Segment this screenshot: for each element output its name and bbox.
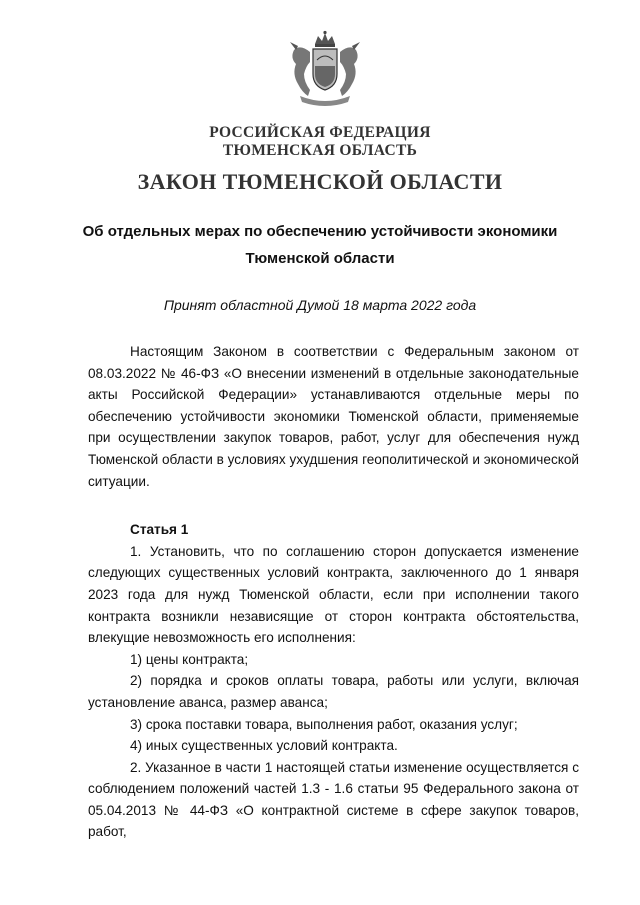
list-item: 2) порядка и сроков оплаты товара, работы или услуги, включая установление аванса, размер аванса;	[88, 673, 579, 710]
list-item: 1) цены контракта;	[130, 651, 249, 667]
preamble-paragraph: Настоящим Законом в соответствии с Федеральным законом от 08.03.2022 № 46-ФЗ «О внесении изменений в отдельные законодательные акты Российской Федерации» устанавливаются отдельные меры по обеспечению устойчивости экономики Тюменской области, применяемые при осуществлении закупок товаров, работ, услуг для обеспечения нужд Тюменской области в условиях ухудшения геополитической и экономической ситуации.	[88, 344, 579, 489]
list-item: 3) срока поставки товара, выполнения работ, оказания услуг;	[130, 716, 518, 732]
header-region: ТЮМЕНСКАЯ ОБЛАСТЬ	[222, 142, 418, 159]
law-type-heading: ЗАКОН ТЮМЕНСКОЙ ОБЛАСТИ	[137, 169, 503, 194]
document-body	[88, 341, 579, 843]
coat-of-arms-emblem	[282, 30, 368, 110]
law-title-line-1: Об отдельных мерах по обеспечению устойчивости экономики	[82, 223, 558, 240]
article-heading: Статья 1	[130, 522, 189, 538]
adoption-note: Принят областной Думой 18 марта 2022 года	[163, 297, 477, 313]
article-paragraph: 1. Установить, что по соглашению сторон допускается изменение следующих существенных условий контракта, заключенного до 1 января 2023 года для нужд Тюменской области, если при исполнении такого контракта возникли независящие от сторон контракта обстоятельства, влекущие невозможность его исполнения:	[88, 543, 579, 646]
law-title-line-2: Тюменской области	[245, 250, 395, 267]
header-country: РОССИЙСКАЯ ФЕДЕРАЦИЯ	[209, 124, 431, 141]
list-item: 4) иных существенных условий контракта.	[130, 738, 398, 754]
article-paragraph: 2. Указанное в части 1 настоящей статьи изменение осуществляется с соблюдением положений частей 1.3 - 1.6 статьи 95 Федерального закона от 05.04.2013 № 44-ФЗ «О контрактной системе в сфере закупок товаров, работ,	[88, 759, 579, 840]
